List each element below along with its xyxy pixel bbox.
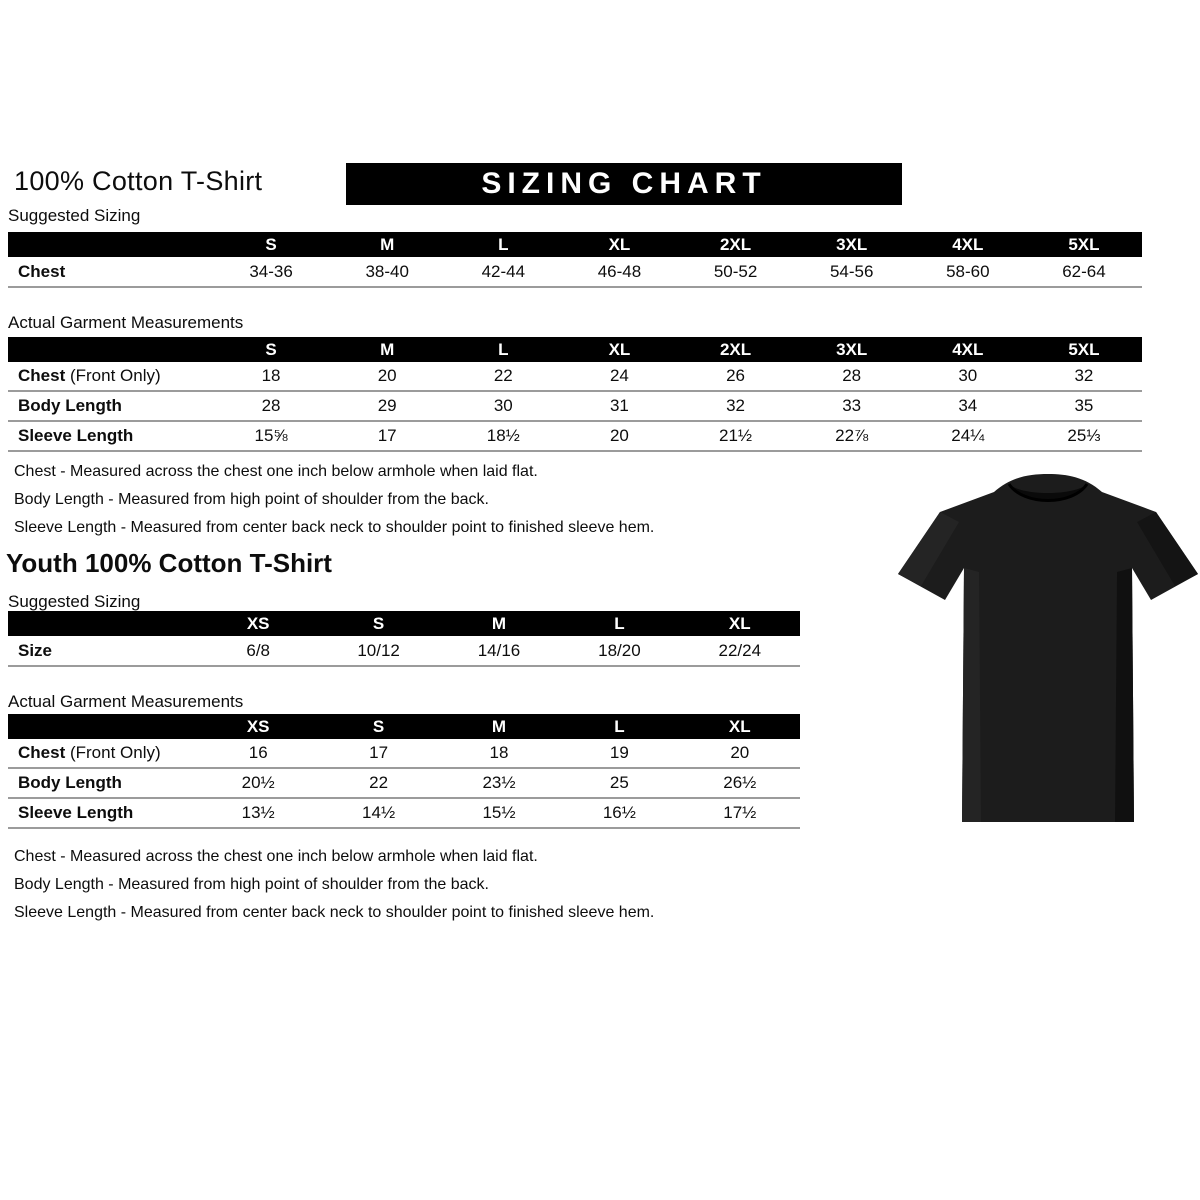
table-cell: M [491,613,507,633]
youth-suggested-size-row [8,636,800,667]
table-cell: 32 [726,396,746,415]
table-cell: 23½ [482,773,516,792]
youth-actual-measurements-label: Actual Garment Measurements [8,692,244,711]
table-cell: 16 [248,743,268,762]
row-label [8,773,198,793]
table-cell: 24 [609,366,629,385]
table-cell: 4XL [952,339,984,359]
row-label-strong: Body Length [18,773,122,792]
table-cell: 26½ [723,773,757,792]
adult-actual-body-length-row [8,392,1142,422]
table-cell: 16½ [602,803,636,822]
table-cell: S [372,613,385,633]
row-label-rest: (Front Only) [65,366,161,385]
table-cell: 25⅓ [1067,426,1101,445]
black-tshirt-graphic [893,468,1200,838]
table-cell: 22 [493,366,513,385]
table-cell: 62-64 [1062,261,1106,281]
table-cell: 14/16 [477,640,521,660]
row-label-strong: Chest [18,261,66,281]
table-cell: 25 [609,773,629,792]
adult-actual-header-row [8,337,1142,362]
adult-actual-sleeve-length-row [8,422,1142,452]
table-cell: 30 [958,366,978,385]
adult-suggested-header-row [8,232,1142,257]
row-label [8,743,198,763]
table-cell: 29 [377,396,397,415]
row-label [8,426,213,446]
note-line: Sleeve Length - Measured from center back neck to shoulder point to finished sleeve hem. [14,519,655,536]
table-cell: 15⅝ [254,426,288,445]
table-cell: 21½ [719,426,753,445]
table-cell: 5XL [1068,339,1100,359]
row-label [8,803,198,823]
table-cell: 35 [1074,396,1094,415]
table-cell: 2XL [719,339,752,359]
table-cell: XL [608,339,631,359]
row-label-strong: Chest [18,366,66,385]
sizing-chart-banner: SIZING CHART [346,163,902,205]
table-cell: XS [246,613,270,633]
table-cell: S [265,234,277,254]
table-cell: L [614,716,625,736]
table-cell: 31 [609,396,629,415]
table-cell: 22 [369,773,389,792]
note-line: Chest - Measured across the chest one inch below armhole when laid flat. [14,463,538,480]
table-cell: 18 [261,366,281,385]
adult-actual-measurements-label: Actual Garment Measurements [8,313,244,332]
note-line: Sleeve Length - Measured from center back neck to shoulder point to finished sleeve hem. [14,904,655,921]
table-cell: 33 [842,396,862,415]
youth-actual-header-row [8,714,800,739]
table-cell: 46-48 [597,261,642,281]
table-cell: 38-40 [365,261,409,281]
table-cell: 42-44 [481,261,526,281]
table-cell: L [498,234,509,254]
table-cell: 3XL [836,339,868,359]
youth-actual-body-length-row [8,769,800,799]
row-label-strong: Size [18,640,53,660]
table-cell: 26 [726,366,746,385]
table-cell: L [614,613,625,633]
adult-actual-table [8,337,1142,452]
table-cell: 3XL [836,234,868,254]
table-cell: 17 [377,426,397,445]
table-cell: M [380,339,395,359]
table-cell: 20 [609,426,629,445]
row-label-strong: Sleeve Length [18,426,134,445]
table-cell: 22⅞ [835,426,869,445]
adult-suggested-sizing-label: Suggested Sizing [8,206,141,225]
youth-measurement-notes [14,843,654,927]
youth-actual-table [8,714,800,829]
youth-actual-chest-row [8,739,800,769]
table-cell: 18 [489,743,509,762]
youth-actual-sleeve-length-row [8,799,800,829]
table-cell: 10/12 [357,640,400,660]
table-cell: 6/8 [246,640,271,660]
row-label-strong: Body Length [18,396,122,415]
table-cell: XL [728,613,751,633]
row-label-strong: Sleeve Length [18,803,134,822]
table-cell: 50-52 [713,261,758,281]
note-line: Chest - Measured across the chest one inch below armhole when laid flat. [14,848,538,865]
table-cell: 2XL [719,234,752,254]
row-label-strong: Chest [18,743,66,762]
table-cell: 22/24 [718,640,762,660]
table-cell: M [491,716,507,736]
youth-suggested-header-row [8,611,800,636]
youth-suggested-table [8,611,800,667]
adult-measurement-notes [14,458,654,542]
table-cell: 20 [377,366,397,385]
table-cell: 32 [1074,366,1094,385]
table-cell: 17½ [723,803,757,822]
adult-actual-chest-row [8,362,1142,392]
table-cell: S [265,339,277,359]
table-cell: 4XL [952,234,984,254]
table-cell: 20½ [241,773,275,792]
table-cell: 14½ [362,803,396,822]
table-cell: L [498,339,509,359]
table-cell: 58-60 [946,261,990,281]
table-cell: XL [608,234,631,254]
table-cell: S [372,716,385,736]
table-cell: 24¼ [951,426,985,445]
table-cell: 15½ [482,803,516,822]
note-line: Body Length - Measured from high point of shoulder from the back. [14,491,489,508]
table-cell: 18½ [486,426,520,445]
table-cell: 13½ [241,803,275,822]
row-label [8,396,213,416]
table-cell: XS [246,716,270,736]
table-cell: 19 [609,743,629,762]
table-cell: XL [728,716,751,736]
table-cell: 17 [369,743,389,762]
table-cell: 54-56 [829,261,874,281]
adult-suggested-chest-row [8,257,1142,288]
table-cell: 34-36 [249,261,293,281]
tshirt-image [893,468,1200,838]
page-title: 100% Cotton T-Shirt [14,166,263,196]
table-cell: 30 [493,396,513,415]
table-cell: 20 [730,743,750,762]
table-cell: 5XL [1068,234,1100,254]
row-label-rest: (Front Only) [65,743,161,762]
table-cell: 18/20 [598,640,641,660]
row-label [8,641,198,661]
youth-suggested-sizing-label: Suggested Sizing [8,592,141,611]
adult-suggested-table [8,232,1142,288]
row-label [8,262,213,282]
table-cell: 28 [842,366,862,385]
table-cell: 34 [958,396,978,415]
table-cell: M [380,234,395,254]
row-label [8,366,213,386]
youth-section-title: Youth 100% Cotton T-Shirt [6,548,332,578]
table-cell: 28 [261,396,281,415]
note-line: Body Length - Measured from high point of shoulder from the back. [14,876,489,893]
